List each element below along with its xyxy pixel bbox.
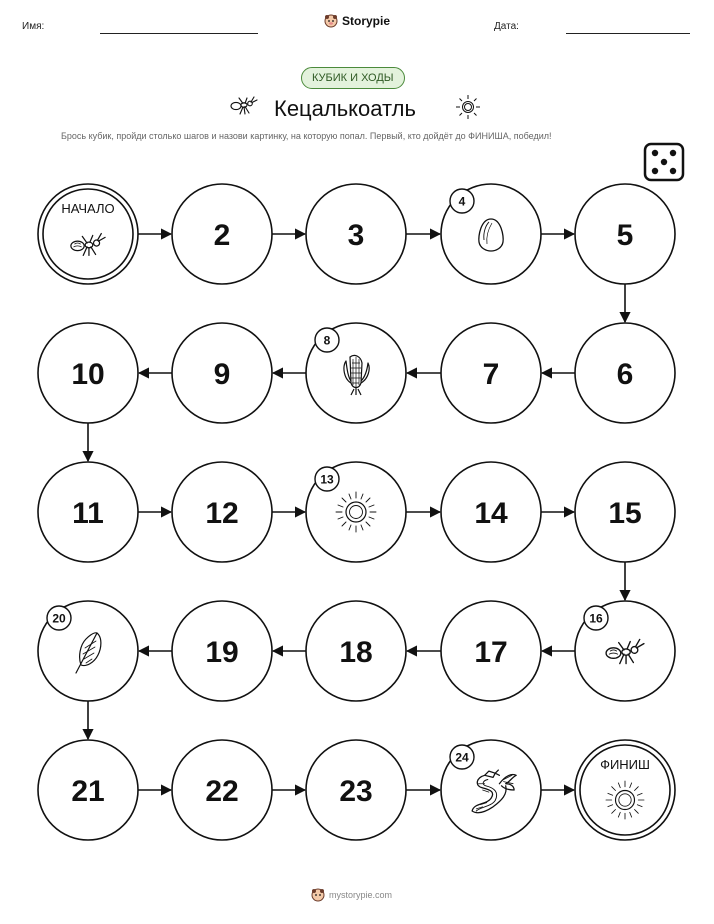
board-cell-25[interactable] — [575, 740, 675, 840]
board-cell-3[interactable] — [306, 184, 406, 284]
board-cell-12[interactable] — [172, 462, 272, 562]
board-cell-10[interactable] — [38, 323, 138, 423]
page-title: Кецалькоатль — [274, 96, 416, 121]
board-cell-2[interactable] — [172, 184, 272, 284]
board-cell-9[interactable] — [172, 323, 272, 423]
board-cell-22[interactable] — [172, 740, 272, 840]
board-cell-18[interactable] — [306, 601, 406, 701]
cell-number: 3 — [347, 219, 365, 252]
cell-number: 12 — [205, 497, 239, 530]
cell-number: 19 — [205, 636, 239, 669]
board-cell-5[interactable] — [575, 184, 675, 284]
cell-number: 14 — [474, 497, 508, 530]
cell-number: 18 — [339, 636, 373, 669]
board-cell-7[interactable] — [441, 323, 541, 423]
footer-mascot-icon — [311, 888, 325, 902]
cell-number-badge-text: 24 — [455, 750, 469, 765]
instructions-text: Брось кубик, пройди столько шагов и назови картинку, на которую попал. Первый, кто дойдёт до ФИНИША, победил! — [61, 131, 552, 141]
cell-number: 22 — [205, 775, 239, 808]
cell-number: 9 — [213, 358, 231, 391]
cell-number-badge-text: 20 — [52, 611, 66, 626]
board-cell-11[interactable] — [38, 462, 138, 562]
cell-number: 10 — [71, 358, 105, 391]
board-cell-15[interactable] — [575, 462, 675, 562]
cell-number: 11 — [72, 497, 104, 530]
game-type-badge: КУБИК И ХОДЫ — [301, 67, 405, 89]
cell-number: 6 — [616, 358, 634, 391]
board-cell-17[interactable] — [441, 601, 541, 701]
board-cell-1[interactable] — [38, 184, 138, 284]
name-label: Имя: — [22, 21, 45, 32]
board-cell-19[interactable] — [172, 601, 272, 701]
board-cell-21[interactable] — [38, 740, 138, 840]
cell-number: 21 — [71, 775, 105, 808]
cell-number: 5 — [616, 219, 634, 252]
cell-number-badge-text: 16 — [589, 611, 603, 626]
board-cell-8[interactable] — [306, 323, 406, 423]
footer — [311, 888, 392, 902]
board-cell-13[interactable] — [306, 462, 406, 562]
cell-number: 15 — [608, 497, 642, 530]
cell-number: 23 — [339, 775, 373, 808]
board-cell-20[interactable] — [38, 601, 138, 701]
board-cell-14[interactable] — [441, 462, 541, 562]
footer-url[interactable]: mystorypie.com — [329, 890, 393, 900]
cell-number: 17 — [474, 636, 508, 669]
cell-number-badge-text: 13 — [320, 472, 334, 487]
board-cell-24[interactable] — [441, 740, 541, 840]
board-cell-4[interactable] — [441, 184, 541, 284]
board-cell-6[interactable] — [575, 323, 675, 423]
finish-label: ФИНИШ — [600, 757, 650, 772]
board-cell-23[interactable] — [306, 740, 406, 840]
start-label: НАЧАЛО — [61, 201, 115, 216]
brand-name: Storypie — [342, 14, 391, 28]
cell-number-badge-text: 8 — [323, 333, 331, 348]
cell-number: 2 — [213, 219, 231, 252]
cell-number: 7 — [482, 358, 500, 391]
cell-number-badge-text: 4 — [458, 194, 466, 209]
board-cell-16[interactable] — [575, 601, 675, 701]
date-label: Дата: — [494, 21, 519, 32]
